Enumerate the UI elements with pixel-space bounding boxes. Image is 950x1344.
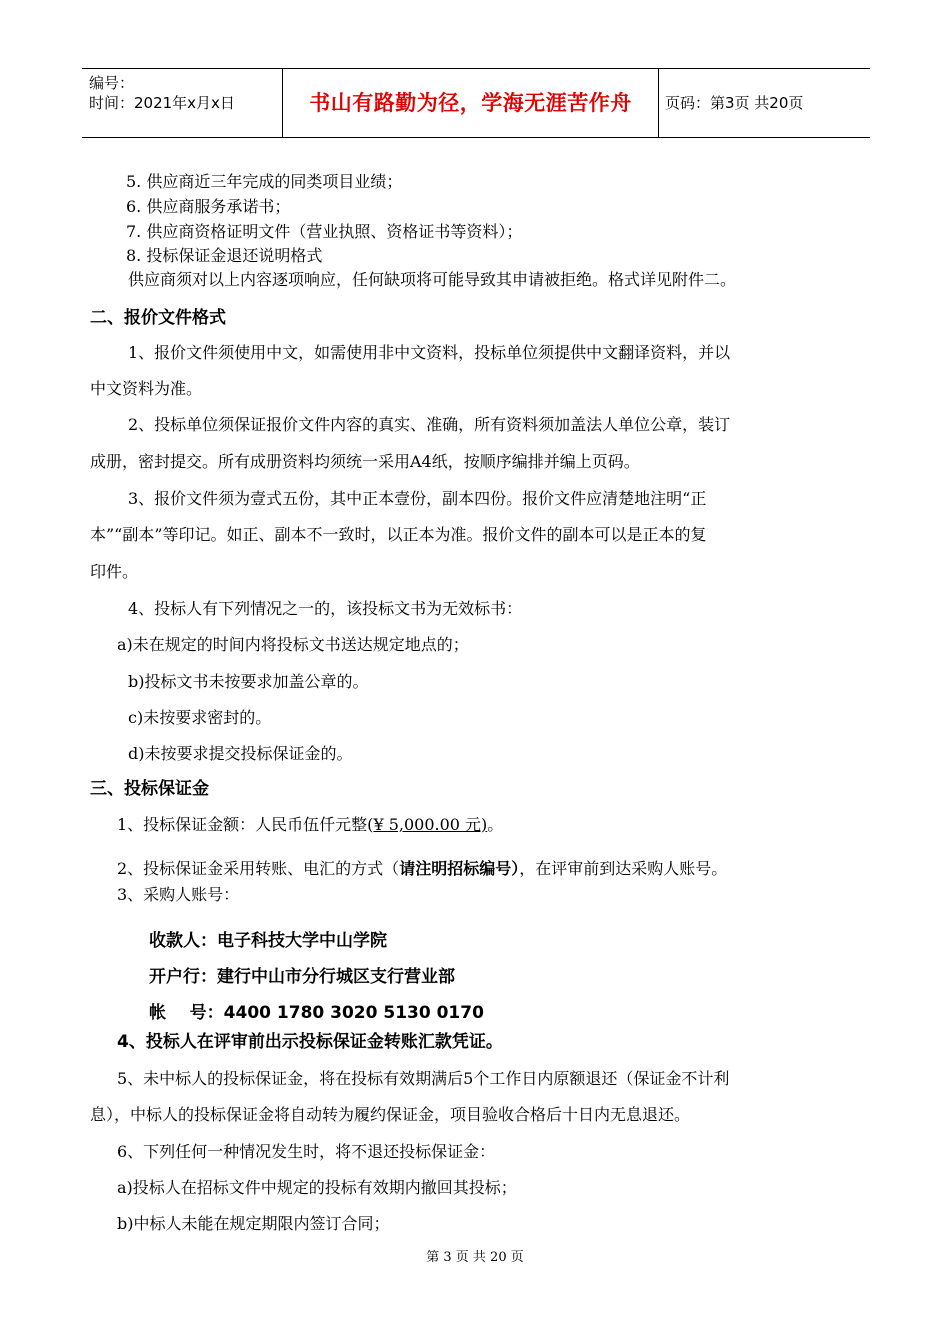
deposit-amount-line bbox=[117, 815, 503, 835]
deposit-method-text: 2、投标保证金采用转账、电汇的方式（ bbox=[117, 859, 400, 878]
deposit-amount-suffix: 。 bbox=[487, 815, 504, 834]
list-item: 7. 供应商资格证明文件（营业执照、资格证书等资料）； bbox=[126, 222, 523, 241]
header-meta-cell bbox=[82, 69, 283, 137]
list-item: 8. 投标保证金退还说明格式 bbox=[126, 246, 323, 265]
paragraph-text: 印件。 bbox=[90, 562, 139, 581]
deposit-method-line bbox=[117, 859, 727, 879]
paragraph-text: 中文资料为准。 bbox=[90, 379, 203, 398]
paragraph-text: 4、投标人在评审前出示投标保证金转账汇款凭证。 bbox=[117, 1032, 503, 1052]
bank-line: 开户行：建行中山市分行城区支行营业部 bbox=[149, 967, 455, 987]
document-date-label: 时间：2021年x月x日 bbox=[89, 94, 235, 112]
list-item: b)中标人未能在规定期限内签订合同； bbox=[117, 1214, 390, 1233]
paragraph-text: 5、未中标人的投标保证金，将在投标有效期满后5个工作日内原额退还（保证金不计利 bbox=[117, 1069, 730, 1088]
paragraph-text: 1、报价文件须使用中文，如需使用非中文资料，投标单位须提供中文翻译资料，并以 bbox=[128, 343, 731, 362]
list-item: 6. 供应商服务承诺书； bbox=[126, 197, 291, 216]
paragraph-text: 息），中标人的投标保证金将自动转为履约保证金，项目验收合格后十日内无息退还。 bbox=[90, 1105, 691, 1124]
list-item: 5. 供应商近三年完成的同类项目业绩； bbox=[126, 172, 403, 191]
deposit-method-suffix: ，在评审前到达采购人账号。 bbox=[519, 859, 728, 878]
section-3-heading: 三、投标保证金 bbox=[90, 779, 209, 799]
list-item: a)未在规定的时间内将投标文书送达规定地点的； bbox=[117, 635, 469, 654]
list-item: d)未按要求提交投标保证金的。 bbox=[128, 744, 353, 763]
document-number-label: 编号： bbox=[89, 74, 135, 92]
list-note: 供应商须对以上内容逐项响应，任何缺项将可能导致其申请被拒绝。格式详见附件二。 bbox=[128, 270, 737, 289]
paragraph-text: 6、下列任何一种情况发生时，将不退还投标保证金： bbox=[117, 1142, 496, 1161]
payee-line: 收款人：电子科技大学中山学院 bbox=[149, 931, 387, 951]
header-motto: 书山有路勤为径，学海无涯苦作舟 bbox=[283, 69, 659, 137]
list-item: c)未按要求密封的。 bbox=[128, 708, 272, 727]
deposit-amount-label: 1、投标保证金额：人民币伍仟元整( bbox=[117, 815, 374, 834]
list-item: a)投标人在招标文件中规定的投标有效期内撤回其投标； bbox=[117, 1178, 517, 1197]
paragraph-text: 2、投标单位须保证报价文件内容的真实、准确，所有资料须加盖法人单位公章，装订 bbox=[128, 415, 731, 434]
deposit-amount-value: ¥ 5,000.00 元) bbox=[373, 815, 488, 834]
paragraph-text: 3、采购人账号： bbox=[117, 885, 240, 904]
page-header bbox=[82, 68, 870, 138]
page-footer: 第 3 页 共 20 页 bbox=[426, 1250, 524, 1265]
paragraph-text: 4、投标人有下列情况之一的，该投标文书为无效标书： bbox=[128, 599, 523, 618]
paragraph-text: 3、报价文件须为壹式五份，其中正本壹份，副本四份。报价文件应清楚地注明“正 bbox=[128, 489, 707, 508]
deposit-method-note: 请注明招标编号） bbox=[399, 859, 520, 878]
header-page-number: 页码：第3页 共20页 bbox=[665, 94, 804, 112]
list-item: b)投标文书未按要求加盖公章的。 bbox=[128, 672, 369, 691]
section-2-heading: 二、报价文件格式 bbox=[90, 308, 226, 328]
paragraph-text: 成册，密封提交。所有成册资料均须统一采用A4纸，按顺序编排并编上页码。 bbox=[90, 452, 640, 471]
account-line: 帐 号：4400 1780 3020 5130 0170 bbox=[149, 1003, 484, 1023]
paragraph-text: 本”“副本”等印记。如正、副本不一致时，以正本为准。报价文件的副本可以是正本的复 bbox=[90, 525, 707, 544]
